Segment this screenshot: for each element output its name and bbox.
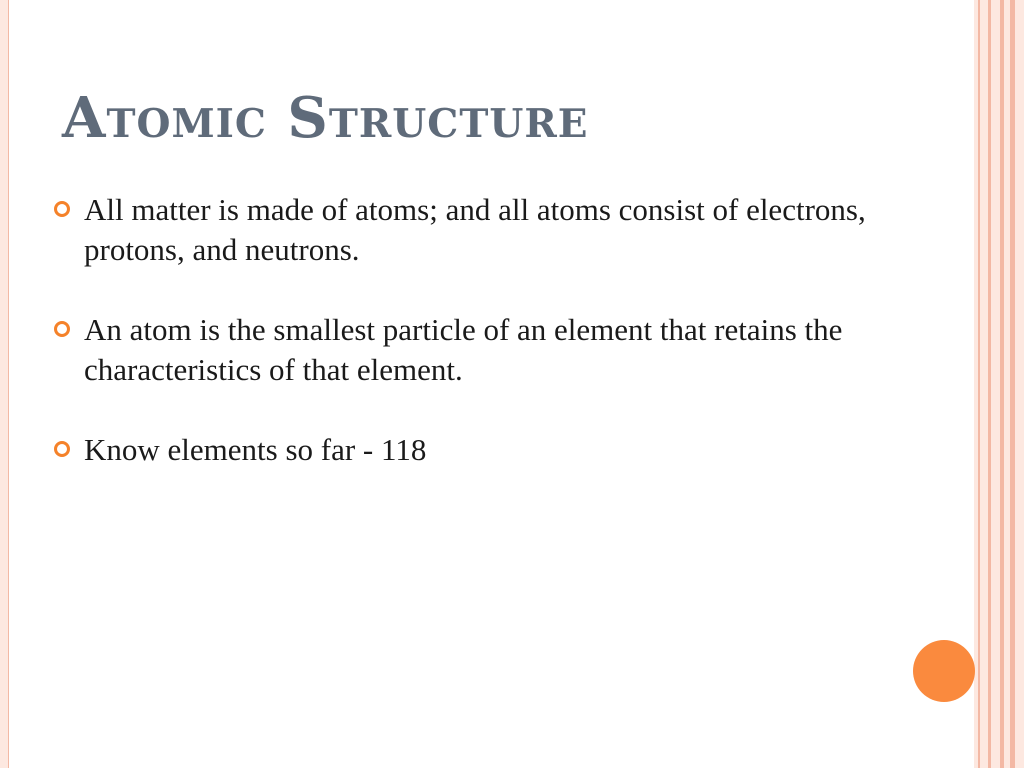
- bullet-item: [52, 430, 932, 470]
- orange-circle-decoration: [913, 640, 975, 702]
- ring-bullet-icon: [54, 201, 70, 217]
- ring-bullet-icon: [54, 321, 70, 337]
- ring-bullet-icon: [54, 441, 70, 457]
- bullet-item: [52, 310, 932, 390]
- stripe: [1015, 0, 1024, 768]
- bullet-item: [52, 190, 932, 270]
- bullet-text: Know elements so far - 118: [84, 432, 427, 467]
- left-border-decoration: [0, 0, 9, 768]
- bullet-list: [52, 190, 932, 510]
- stripe: [991, 0, 1000, 768]
- right-stripe-decoration: [974, 0, 1024, 768]
- bullet-text: All matter is made of atoms; and all atoms consist of electrons, protons, and neutrons.: [84, 192, 866, 267]
- stripe: [980, 0, 988, 768]
- bullet-text: An atom is the smallest particle of an element that retains the characteristics of that element.: [84, 312, 843, 387]
- slide-title: Atomic Structure: [62, 85, 589, 151]
